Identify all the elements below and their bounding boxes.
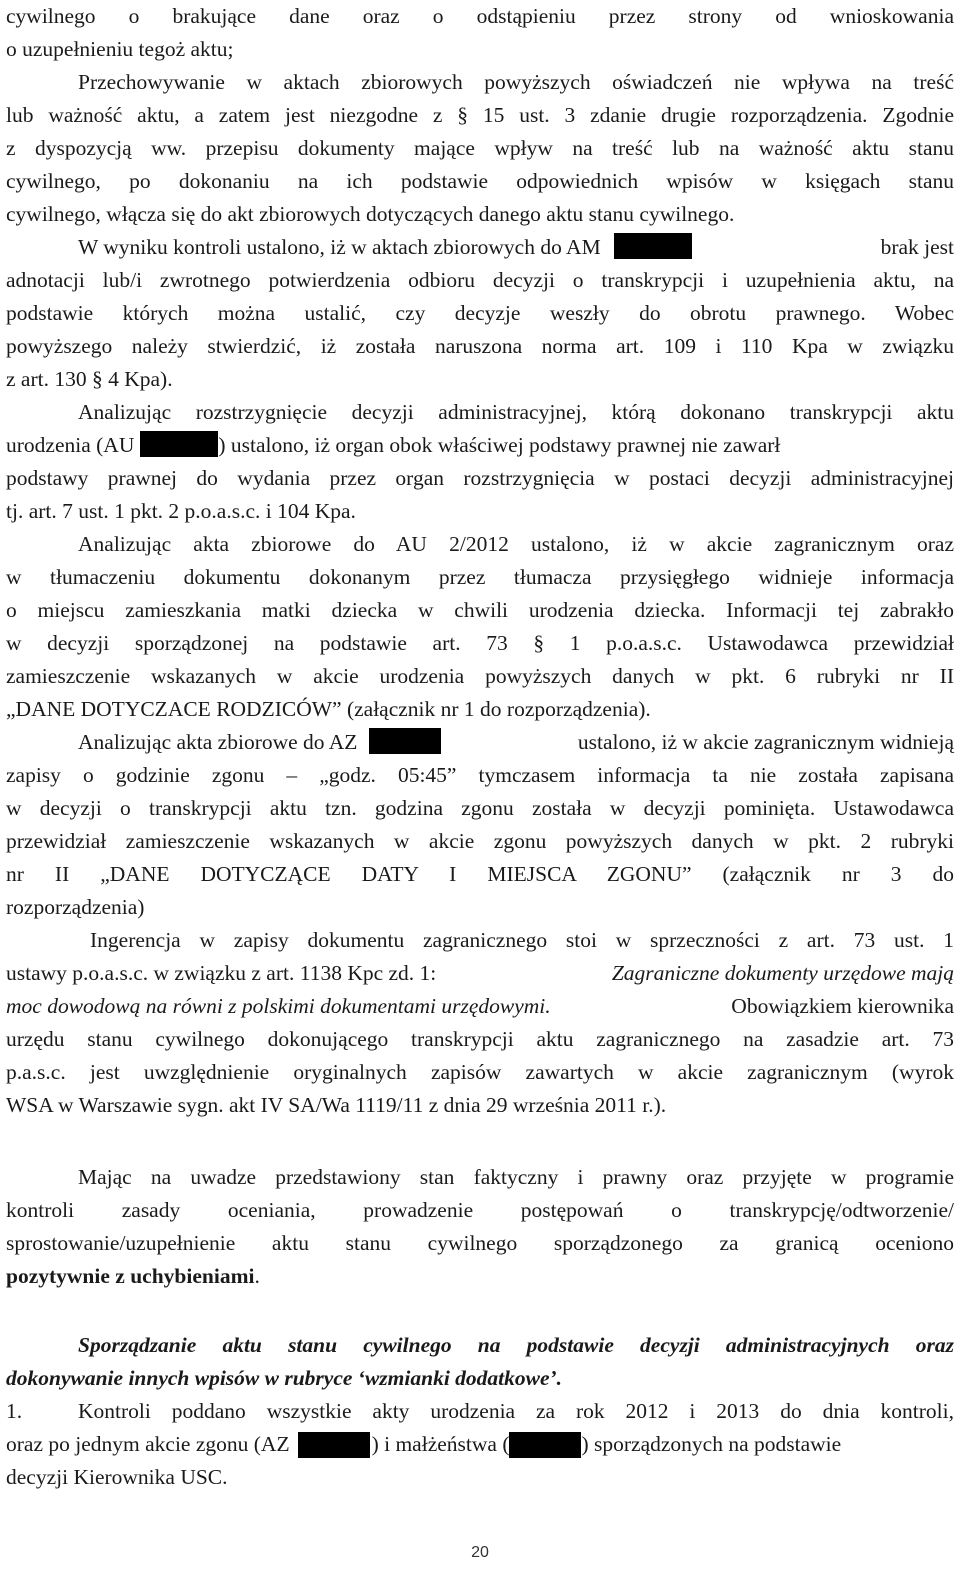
text-line: o uzupełnieniu tegoż aktu;	[6, 37, 234, 61]
text-line: z art. 130 § 4 Kpa).	[6, 367, 173, 391]
text-line: podstawie których można ustalić, czy decyzje weszły do obrotu prawnego. Wobec	[6, 301, 954, 325]
text-fragment: urodzenia (AU	[6, 433, 135, 457]
text-line	[6, 1428, 954, 1461]
text-fragment: Analizując akta zbiorowe do AZ	[78, 730, 358, 754]
text-line: w tłumaczeniu dokumentu dokonanym przez tłumacza przysięgłego widnieje informacja	[6, 565, 954, 589]
text-line: Analizując akta zbiorowe do AU 2/2012 ustalono, iż w akcie zagranicznym oraz	[78, 532, 954, 556]
quoted-text: moc dowodową na równi z polskimi dokumentami urzędowymi.	[6, 994, 551, 1018]
text-fragment: oraz po jednym akcie zgonu (AZ	[6, 1432, 290, 1456]
text-line: przewidział zamieszczenie wskazanych w akcie zgonu powyższych danych w pkt. 2 rubryki	[6, 829, 954, 853]
text-fragment: ) i małżeństwa (	[371, 1432, 510, 1456]
text-line: „DANE DOTYCZACE RODZICÓW” (załącznik nr 1 do rozporządzenia).	[6, 697, 651, 721]
text-line: decyzji Kierownika USC.	[6, 1465, 228, 1489]
quoted-text: Zagraniczne dokumenty urzędowe mają	[611, 961, 954, 985]
text-line	[6, 429, 954, 462]
text-line: zapisy o godzinie zgonu – „godz. 05:45” tymczasem informacja ta nie została zapisana	[6, 763, 954, 787]
text-line: WSA w Warszawie sygn. akt IV SA/Wa 1119/11 z dnia 29 września 2011 r.).	[6, 1093, 667, 1117]
redaction-block	[509, 1432, 581, 1458]
text-line: Mając na uwadze przedstawiony stan faktyczny i prawny oraz przyjęte w programie	[78, 1165, 954, 1189]
text-fragment: ustawy p.o.a.s.c. w związku z art. 1138 Kpc zd. 1:	[6, 961, 437, 985]
text-line: powyższego należy stwierdzić, iż została naruszona norma art. 109 i 110 Kpa w związku	[6, 334, 954, 358]
redaction-block	[140, 431, 218, 457]
text-line: cywilnego o brakujące dane oraz o odstąpieniu przez strony od wnioskowania	[6, 4, 954, 28]
text-line: Analizując rozstrzygnięcie decyzji administracyjnej, którą dokonano transkrypcji aktu	[78, 400, 954, 424]
text-line: Przechowywanie w aktach zbiorowych powyższych oświadczeń nie wpływa na treść	[78, 70, 954, 94]
text-fragment: ustalono, iż w akcie zagranicznym widnieją	[577, 730, 954, 754]
text-line: nr II „DANE DOTYCZĄCE DATY I MIEJSCA ZGONU” (załącznik nr 3 do	[6, 862, 954, 886]
text-line: zamieszczenie wskazanych w akcie urodzenia powyższych danych w pkt. 6 rubryki nr II	[6, 664, 954, 688]
redaction-block	[298, 1432, 370, 1458]
text-line: podstawy prawnej do wydania przez organ rozstrzygnięcia w postaci decyzji administracyjnej	[6, 466, 954, 490]
text-line: sprostowanie/uzupełnienie aktu stanu cywilnego sporządzonego za granicą oceniono	[6, 1231, 954, 1255]
text-line: rozporządzenia)	[6, 895, 145, 919]
text-fragment: Obowiązkiem kierownika	[731, 994, 954, 1018]
text-line: cywilnego, po dokonaniu na ich podstawie odpowiednich wpisów w księgach stanu	[6, 169, 954, 193]
redaction-block	[614, 233, 692, 259]
section-heading: Sporządzanie aktu stanu cywilnego na podstawie decyzji administracyjnych oraz	[78, 1333, 954, 1357]
text-fragment: .	[254, 1264, 260, 1288]
text-fragment: brak jest	[880, 235, 954, 259]
text-line	[78, 231, 954, 264]
text-line: kontroli zasady oceniania, prowadzenie postępowań o transkrypcję/odtworzenie/	[6, 1198, 954, 1222]
text-line: lub ważność aktu, a zatem jest niezgodne z § 15 ust. 3 zdanie drugie rozporządzenia. Zgodnie	[6, 103, 954, 127]
section-heading: dokonywanie innych wpisów w rubryce ‘wzmianki dodatkowe’.	[6, 1366, 563, 1390]
text-line	[6, 1260, 954, 1293]
text-line: z dyspozycją ww. przepisu dokumenty mające wpływ na treść lub na ważność aktu stanu	[6, 136, 954, 160]
text-line: w decyzji sporządzonej na podstawie art. 73 § 1 p.o.a.s.c. Ustawodawca przewidział	[6, 631, 954, 655]
text-line: Kontroli poddano wszystkie akty urodzenia za rok 2012 i 2013 do dnia kontroli,	[78, 1399, 954, 1423]
text-line: tj. art. 7 ust. 1 pkt. 2 p.o.a.s.c. i 104 Kpa.	[6, 499, 356, 523]
assessment-result: pozytywnie z uchybieniami	[6, 1264, 255, 1288]
text-line: w decyzji o transkrypcji aktu tzn. godzina zgonu została w decyzji pominięta. Ustawodawca	[6, 796, 954, 820]
text-line: p.a.s.c. jest uwzględnienie oryginalnych zapisów zawartych w akcie zagranicznym (wyrok	[6, 1060, 954, 1084]
text-line: o miejscu zamieszkania matki dziecka w chwili urodzenia dziecka. Informacji tej zabrakło	[6, 598, 954, 622]
text-line: adnotacji lub/i zwrotnego potwierdzenia odbioru decyzji o transkrypcji i uzupełnienia aktu, na	[6, 268, 954, 292]
text-line	[6, 990, 954, 1023]
text-fragment: ) ustalono, iż organ obok właściwej podstawy prawnej nie zawarł	[218, 433, 781, 457]
text-line: urzędu stanu cywilnego dokonującego transkrypcji aktu zagranicznego na zasadzie art. 73	[6, 1027, 954, 1051]
text-line	[78, 726, 954, 759]
text-line: cywilnego, włącza się do akt zbiorowych dotyczących danego aktu stanu cywilnego.	[6, 202, 735, 226]
text-line: Ingerencja w zapisy dokumentu zagranicznego stoi w sprzeczności z art. 73 ust. 1	[90, 928, 954, 952]
page-number: 20	[471, 1544, 489, 1561]
text-fragment: ) sporządzonych na podstawie	[581, 1432, 842, 1456]
text-line	[6, 957, 954, 990]
redaction-block	[369, 728, 441, 754]
text-fragment: W wyniku kontroli ustalono, iż w aktach zbiorowych do AM	[78, 235, 601, 259]
list-number: 1.	[6, 1399, 23, 1423]
